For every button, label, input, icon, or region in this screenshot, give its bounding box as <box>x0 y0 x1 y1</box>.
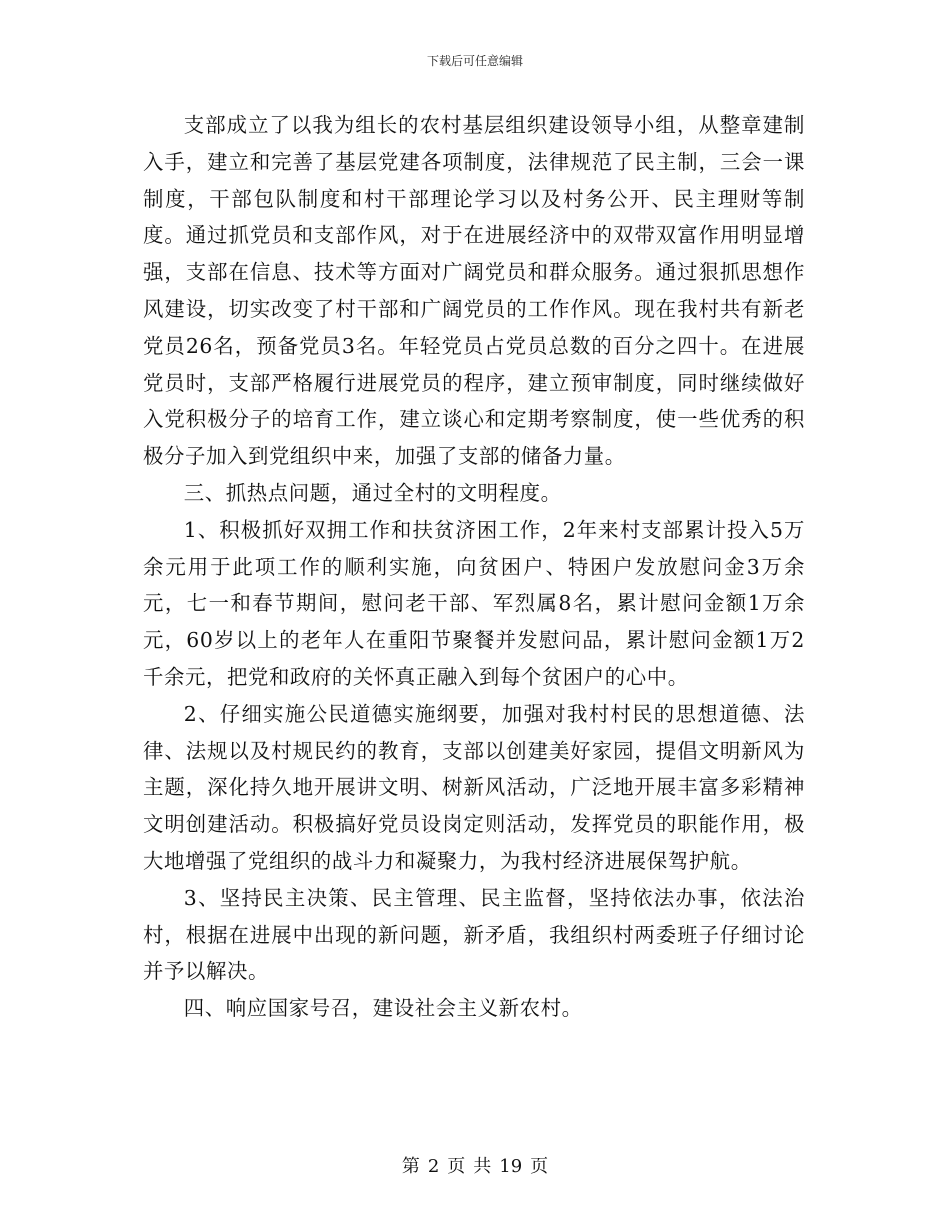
footer-page-word: 页 <box>447 1156 466 1177</box>
header-note: 下载后可任意编辑 <box>426 54 523 68</box>
footer-suffix: 页 <box>530 1156 549 1177</box>
section-heading-4: 四、响应国家号召，建设社会主义新农村。 <box>183 996 583 1021</box>
footer-current-page: 2 <box>427 1156 440 1177</box>
paragraph-item-1: 1、积极抓好双拥工作和扶贫济困工作，2年来村支部累计投入5万余元用于此项工作的顺利实施，向贫困户、特困户发放慰问金3万余元，七一和春节期间，慰问老干部、军烈属8名，累计慰问金额1万余元，60岁以上的老年人在重阳节聚餐并发慰问品，累计慰问金额1万2千余元，把党和政府的关怀真正融入到每个贫困户的心中。 <box>143 517 805 689</box>
paragraph-item-2: 2、仔细实施公民道德实施纲要，加强对我村村民的思想道德、法律、法规以及村规民约的教育，支部以创建美好家园，提倡文明新风为主题，深化持久地开展讲文明、树新风活动，广泛地开展丰富多彩精神文明创建活动。积极搞好党员设岗定则活动，发挥党员的职能作用，极大地增强了党组织的战斗力和凝聚力，为我村经济进展保驾护航。 <box>143 701 805 873</box>
page-footer <box>0 1152 950 1178</box>
document-body <box>143 107 805 1027</box>
paragraph-item-3: 3、坚持民主决策、民主管理、民主监督，坚持依法办事，依法治村，根据在进展中出现的新问题，新矛盾，我组织村两委班子仔细讨论并予以解决。 <box>143 885 805 984</box>
section-heading-3: 三、抓热点问题，通过全村的文明程度。 <box>183 480 562 505</box>
paragraph-party-building: 支部成立了以我为组长的农村基层组织建设领导小组，从整章建制入手，建立和完善了基层党建各项制度，法律规范了民主制，三会一课制度，干部包队制度和村干部理论学习以及村务公开、民主理财等制度。通过抓党员和支部作风，对于在进展经济中的双带双富作用明显增强，支部在信息、技术等方面对广阔党员和群众服务。通过狠抓思想作风建设，切实改变了村干部和广阔党员的工作作风。现在我村共有新老党员26名，预备党员3名。年轻党员占党员总数的百分之四十。在进展党员时，支部严格履行进展党员的程序，建立预审制度，同时继续做好入党积极分子的培育工作，建立谈心和定期考察制度，使一些优秀的积极分子加入到党组织中来，加强了支部的储备力量。 <box>143 113 805 469</box>
footer-prefix: 第 <box>401 1156 420 1177</box>
footer-total-word: 共 <box>473 1156 492 1177</box>
footer-total-pages: 19 <box>499 1156 523 1177</box>
